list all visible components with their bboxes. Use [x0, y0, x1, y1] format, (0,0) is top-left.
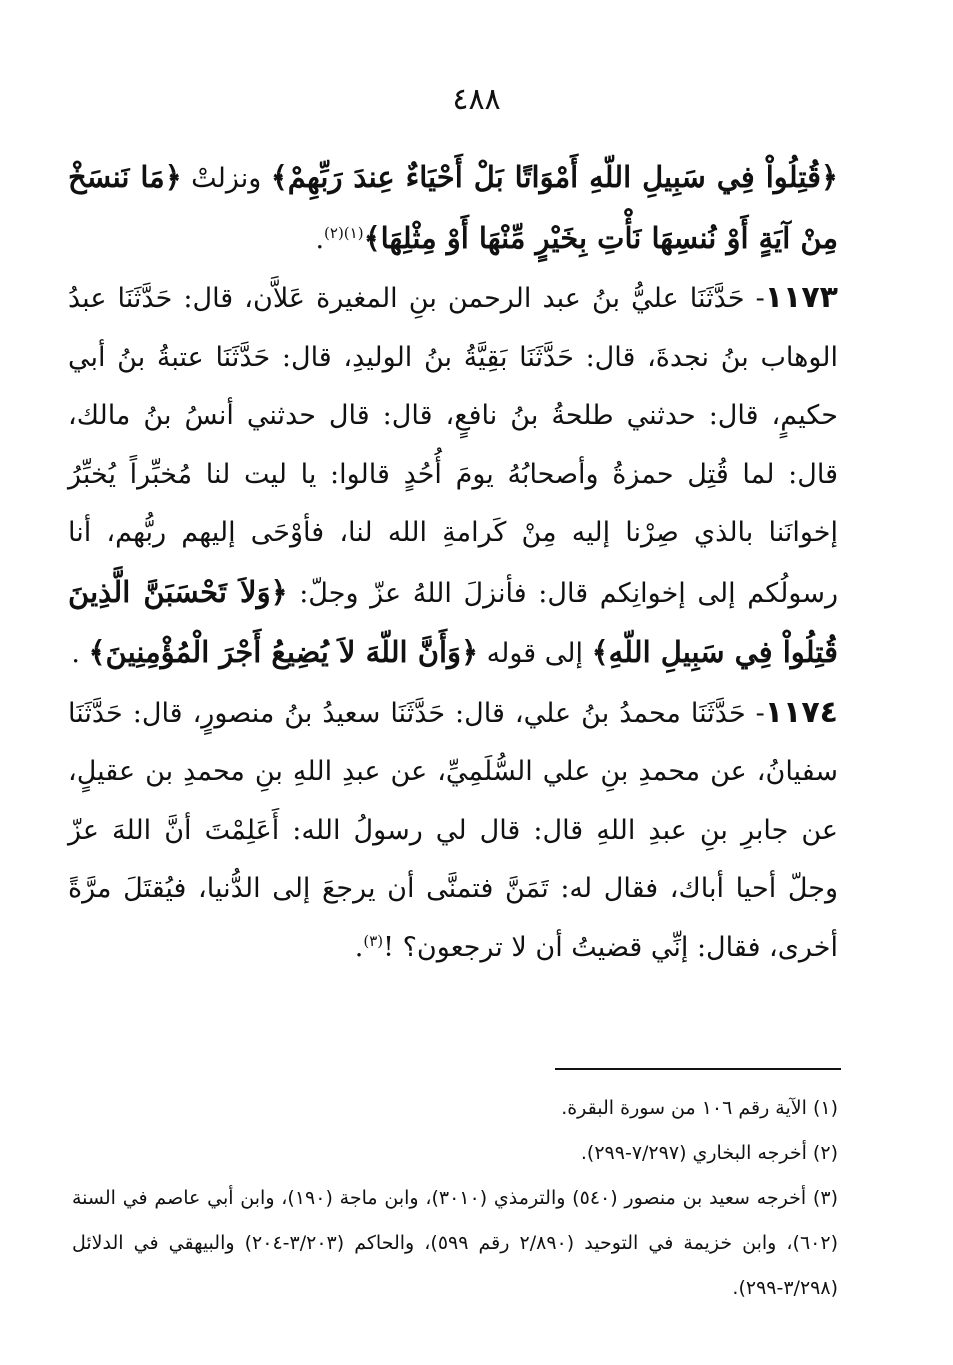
hadith-text: - حَدَّثَنَا محمدُ بنُ علي، قال: حَدَّثَنَا سعيدُ بنُ منصورٍ، قال: حَدَّثَنَا سفيانُ، عن محمدِ بنِ علي السُّلَمِيِّ، عن عبدِ اللهِ بنِ محمدِ بن عقيلٍ، عن جابرِ بنِ عبدِ اللهِ قال: قال لي رسولُ الله: أَعَلِمْتَ أنَّ اللهَ عزّ وجلّ أحيا أباك، فقال له: تَمَنَّ فتمنَّى أن يرجعَ إلى الدُّنيا، فيُقتَلَ مرَّةً أخرى، فقال: إنِّي قضيتُ أن لا ترجعون؟ ! — [68, 697, 838, 963]
main-text — [68, 148, 838, 977]
quran-verse: ﴿مَا نَنسَخْ مِنْ آيَةٍ أَوْ نُنسِهَا نَأْتِ بِخَيْرٍ مِّنْهَا أَوْ مِثْلِهَا﴾ — [68, 160, 838, 255]
page-number: ٤٨٨ — [452, 82, 501, 117]
hadith-paragraph: ١١٧٣- حَدَّثَنَا عليُّ بنُ عبد الرحمن بنِ المغيرة عَلاَّن، قال: حَدَّثَنَا عبدُ الوهاب بنُ نجدةَ، قال: حَدَّثَنَا بَقِيَّةُ بنُ الوليدِ، قال: حَدَّثَنَا عتبةُ بنُ أبي حكيمٍ، قال: حدثني طلحةُ بنُ نافعٍ، قال: قال حدثني أنسُ بنُ مالك، قال: لما قُتِل حمزةُ وأصحابُهُ يومَ أُحُدٍ قالوا: يا ليت لنا مُخبِّراً يُخبِّرُ إخوانَنا بالذي صِرْنا إليه مِنْ كَرامةِ الله لنا، فأوْحَى إليهم ربُّهم، أنا رسولُكم إلى إخوانِكم قال: فأنزلَ اللهُ عزّ وجلّ: ﴿وَلاَ تَحْسَبَنَّ الَّذِينَ قُتِلُواْ فِي سَبِيلِ اللّهِ﴾ إلى قوله ﴿وَأَنَّ اللّهَ لاَ يُضِيعُ أَجْرَ الْمُؤْمِنِينَ﴾ . — [68, 280, 838, 669]
quran-verse: ﴿وَأَنَّ اللّهَ لاَ يُضِيعُ أَجْرَ الْمُؤْمِنِينَ﴾ — [88, 635, 479, 669]
hadith-number: ١١٧٤ — [764, 694, 838, 730]
footnotes — [72, 1086, 838, 1311]
footnote-reference[interactable]: (١)(٢) — [324, 223, 364, 242]
hadith-text: - حَدَّثَنَا عليُّ بنُ عبد الرحمن بنِ المغيرة عَلاَّن، قال: حَدَّثَنَا عبدُ الوهاب بنُ نجدةَ، قال: حَدَّثَنَا بَقِيَّةُ بنُ الوليدِ، قال: حَدَّثَنَا عتبةُ بنُ أبي حكيمٍ، قال: حدثني طلحةُ بنُ نافعٍ، قال: قال حدثني أنسُ بنُ مالك، قال: لما قُتِل حمزةُ وأصحابُهُ يومَ أُحُدٍ قالوا: يا ليت لنا مُخبِّراً يُخبِّرُ إخوانَنا بالذي صِرْنا إليه مِنْ كَرامةِ الله لنا، فأوْحَى إليهم ربُّهم، أنا رسولُكم إلى إخوانِكم قال: فأنزلَ اللهُ عزّ وجلّ: — [68, 283, 838, 609]
intro-connector: ونزلتْ — [191, 163, 262, 194]
footnote-reference[interactable]: (٣) — [363, 931, 384, 950]
intro-paragraph: ﴿قُتِلُواْ فِي سَبِيلِ اللّهِ أَمْوَاتًا بَلْ أَحْيَاءٌ عِندَ رَبِّهِمْ﴾ ونزلتْ ﴿مَا نَنسَخْ مِنْ آيَةٍ أَوْ نُنسِهَا نَأْتِ بِخَيْرٍ مِّنْهَا أَوْ مِثْلِهَا﴾$^{(١)(٢)}$. — [68, 160, 838, 255]
quran-verse: ﴿وَلاَ تَحْسَبَنَّ الَّذِينَ قُتِلُواْ فِي سَبِيلِ اللّهِ﴾ — [68, 574, 838, 669]
quran-verse: ﴿قُتِلُواْ فِي سَبِيلِ اللّهِ أَمْوَاتًا بَلْ أَحْيَاءٌ عِندَ رَبِّهِمْ﴾ — [270, 160, 838, 194]
hadith-text: إلى قوله — [478, 638, 592, 669]
footnote-separator — [555, 1068, 841, 1070]
footnote: (١) الآية رقم ١٠٦ من سورة البقرة. — [561, 1097, 838, 1119]
footnote: (٣) أخرجه سعيد بن منصور (٥٤٠) والترمذي (٣٠١٠)، وابن ماجة (١٩٠)، وابن أبي عاصم في السنة (٦٠٢)، وابن خزيمة في التوحيد (٢/٨٩٠ رقم ٥٩٩)، والحاكم (٣/٢٠٣-٢٠٤) والبيهقي في الدلائل (٣/٢٩٨-٢٩٩). — [72, 1187, 839, 1299]
footnote: (٢) أخرجه البخاري (٧/٢٩٧-٢٩٩). — [580, 1142, 838, 1164]
hadith-number: ١١٧٣ — [764, 280, 838, 315]
hadith-paragraph: ١١٧٤- حَدَّثَنَا محمدُ بنُ علي، قال: حَدَّثَنَا سعيدُ بنُ منصورٍ، قال: حَدَّثَنَا سفيانُ، عن محمدِ بنِ علي السُّلَمِيِّ، عن عبدِ اللهِ بنِ محمدِ بن عقيلٍ، عن جابرِ بنِ عبدِ اللهِ قال: قال لي رسولُ الله: أَعَلِمْتَ أنَّ اللهَ عزّ وجلّ أحيا أباك، فقال له: تَمَنَّ فتمنَّى أن يرجعَ إلى الدُّنيا، فيُقتَلَ مرَّةً أخرى، فقال: إنِّي قضيتُ أن لا ترجعون؟ !$^{(٣)}$. — [68, 694, 838, 963]
